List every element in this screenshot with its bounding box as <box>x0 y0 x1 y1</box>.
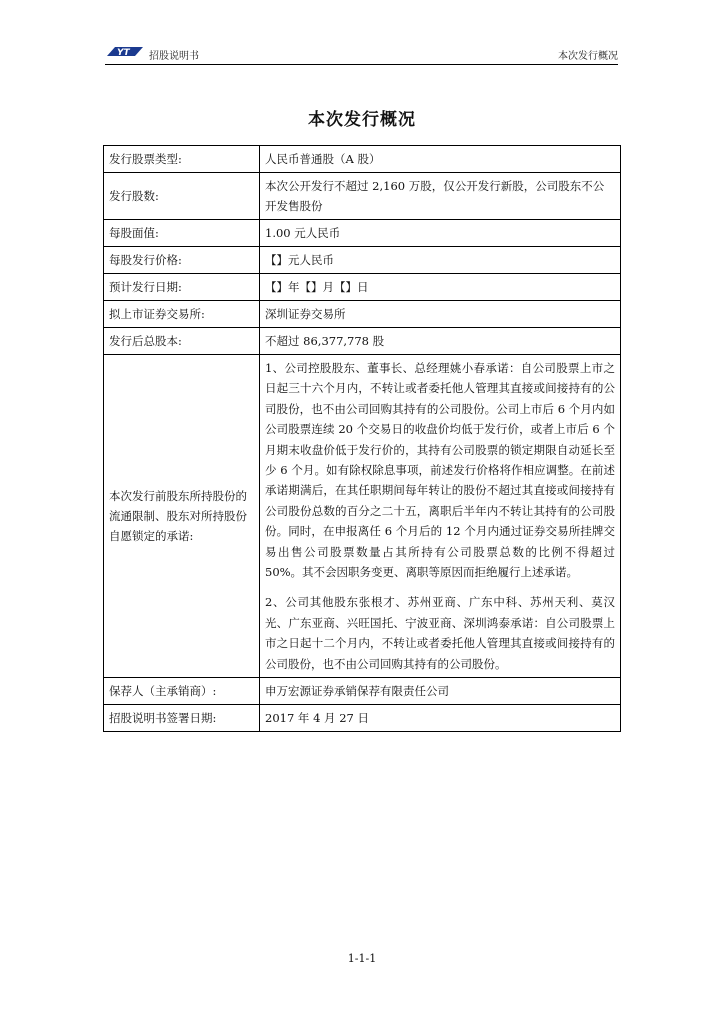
row-label: 发行后总股本: <box>104 328 260 355</box>
company-logo <box>105 42 145 62</box>
row-value: 不超过 86,377,778 股 <box>260 328 621 355</box>
row-label: 招股说明书签署日期: <box>104 705 260 732</box>
row-value: 人民币普通股（A 股） <box>260 146 621 173</box>
row-label: 每股面值: <box>104 220 260 247</box>
table-row-par-value <box>104 220 621 247</box>
row-label: 本次发行前股东所持股份的流通限制、股东对所持股份自愿锁定的承诺: <box>104 355 260 678</box>
page-header <box>105 40 618 66</box>
page-number: 1-1-1 <box>347 952 377 965</box>
page-title: 本次发行概况 <box>308 110 416 130</box>
table-row-total-shares <box>104 328 621 355</box>
table-row-offer-price <box>104 247 621 274</box>
row-value <box>260 355 621 678</box>
header-rule <box>105 64 618 65</box>
table-row-sponsor <box>104 678 621 705</box>
table-row-offer-date <box>104 274 621 301</box>
lockup-paragraph-1: 1、公司控股股东、董事长、总经理姚小春承诺：自公司股票上市之日起三十六个月内，不转让或者委托他人管理其直接或间接持有的公司股份，也不由公司回购其持有的公司股份。公司上市后 6 个月内如公司股票连续 20 个交易日的收盘价均低于发行价，或者上市后 6 个月期末收盘价低于发行价的，其持有公司股票的锁定期限自动延长至少 6 个月。如有除权除息事项，前述发行价格将作相应调整。在前述承诺期满后，在其任职期间每年转让的股份不超过其直接或间接持有公司股份总数的百分之二十五，离职后半年内不转让其持有的公司股份。同时，在申报离任 6 个月后的 12 个月内通过证券交易所挂牌交易出售公司股票数量占其所持有公司股票总数的比例不得超过 50%。其不会因职务变更、离职等原因而拒绝履行上述承诺。 <box>265 361 615 580</box>
row-label: 每股发行价格: <box>104 247 260 274</box>
row-value: 1.00 元人民币 <box>260 220 621 247</box>
offering-overview-table <box>103 145 621 732</box>
row-value: 【】年【】月【】日 <box>260 274 621 301</box>
table-row-stock-type <box>104 146 621 173</box>
row-label: 发行股数: <box>104 173 260 220</box>
row-label: 发行股票类型: <box>104 146 260 173</box>
header-section-label: 本次发行概况 <box>558 51 618 62</box>
row-value: 2017 年 4 月 27 日 <box>260 705 621 732</box>
table-row-exchange <box>104 301 621 328</box>
svg-text:YT: YT <box>117 48 130 58</box>
table-row-lockup-commitment <box>104 355 621 678</box>
row-value: 深圳证券交易所 <box>260 301 621 328</box>
lockup-paragraph-2: 2、公司其他股东张根才、苏州亚商、广东中科、苏州天利、莫汉光、广东亚商、兴旺国托、宁波亚商、深圳鸿泰承诺：自公司股票上市之日起十二个月内，不转让或者委托他人管理其直接或间接持有的公司股份，也不由公司回购其持有的公司股份。 <box>265 595 615 671</box>
row-value: 申万宏源证券承销保荐有限责任公司 <box>260 678 621 705</box>
row-value: 【】元人民币 <box>260 247 621 274</box>
table-row-signing-date <box>104 705 621 732</box>
row-label: 预计发行日期: <box>104 274 260 301</box>
row-label: 拟上市证券交易所: <box>104 301 260 328</box>
header-document-label: 招股说明书 <box>149 51 199 62</box>
table-row-share-count <box>104 173 621 220</box>
row-value: 本次公开发行不超过 2,160 万股，仅公开发行新股，公司股东不公开发售股份 <box>260 173 621 220</box>
row-label: 保荐人（主承销商）: <box>104 678 260 705</box>
